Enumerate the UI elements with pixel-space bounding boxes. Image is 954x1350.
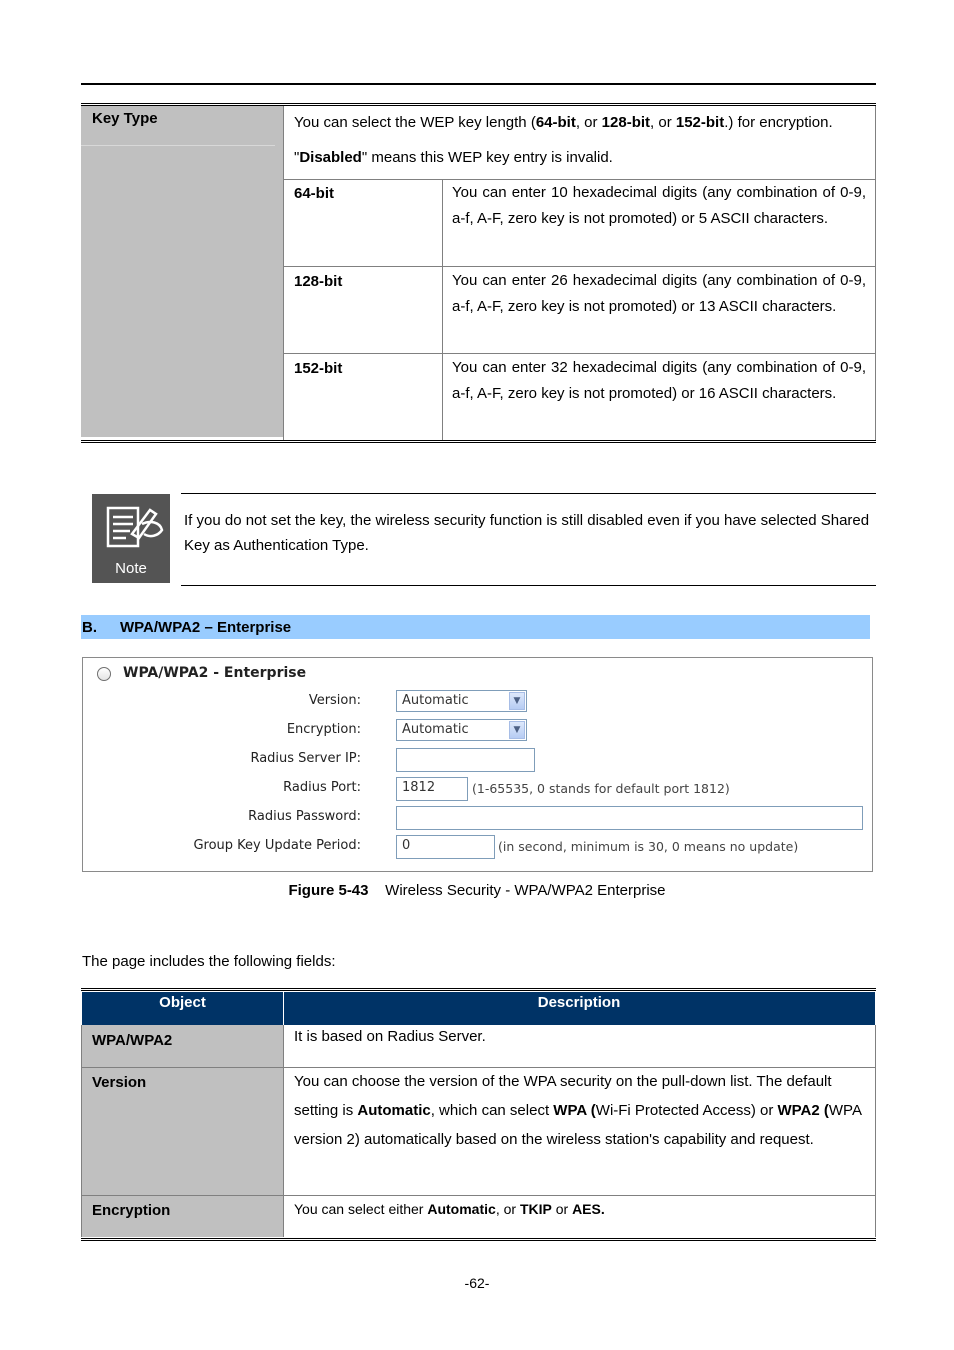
wpa-enterprise-radio[interactable] [97,667,111,681]
encryption-label: Encryption: [286,722,361,737]
intro-text: The page includes the following fields: [82,953,336,970]
chevron-down-icon: ▼ [509,721,525,739]
encryption-select-value: Automatic [402,722,469,737]
key-row-name: 64-bit [294,185,335,202]
chevron-down-icon: ▼ [509,692,525,710]
group-key-input[interactable]: 0 [396,835,495,859]
desc-encryption: You can select either Automatic, or TKIP or AES. [294,1201,605,1217]
table-border [875,1025,876,1237]
key-row-desc: You can enter 10 hexadecimal digits (any combination of 0-9, a-f, A-F, zero key is not promoted) or 5 ASCII characters. [452,184,866,227]
wpa-enterprise-title: WPA/WPA2 - Enterprise [123,665,307,681]
version-label: Version: [308,693,361,708]
section-title: WPA/WPA2 – Enterprise [120,619,292,636]
header-divider [283,992,284,1025]
key-type-label: Key Type [92,110,158,127]
radius-password-label: Radius Password: [248,809,361,824]
note-icon-label: Note [115,560,147,577]
key-row-desc: You can enter 26 hexadecimal digits (any combination of 0-9, a-f, A-F, zero key is not promoted) or 13 ASCII characters. [452,272,866,315]
key-row-name: 152-bit [294,360,343,377]
radius-password-input[interactable] [396,806,863,830]
table-border [81,1025,82,1237]
desc-version: You can choose the version of the WPA security on the pull-down list. The default setting is Automatic, which can select WPA (Wi-Fi Protected Access) or WPA2 (WPA version 2) automatically based on the wireless station's capability and request. [294,1073,862,1148]
note-icon [92,494,170,583]
group-key-hint: (in second, minimum is 30, 0 means no update) [498,839,799,854]
radius-port-label: Radius Port: [283,780,361,795]
note-rule [181,493,876,494]
group-key-label: Group Key Update Period: [193,838,361,853]
page-number: -62- [464,1275,490,1291]
key-type-intro-line1: You can select the WEP key length (64-bit, or 128-bit, or 152-bit.) for encryption. [294,114,833,131]
section-letter: B. [82,619,97,636]
encryption-select[interactable] [396,719,527,741]
version-select[interactable] [396,690,527,712]
row-divider [283,353,876,354]
key-row-name: 128-bit [294,273,343,290]
header-description: Description [537,994,621,1011]
radius-port-hint: (1-65535, 0 stands for default port 1812) [472,781,730,796]
note-rule [181,585,876,586]
row-divider [283,266,876,267]
key-row-desc: You can enter 32 hexadecimal digits (any combination of 0-9, a-f, A-F, zero key is not promoted) or 16 ASCII characters. [452,359,866,402]
note-text: If you do not set the key, the wireless security function is still disabled even if you have selected Shared Key as Authentication Type. [184,512,870,554]
radius-ip-label: Radius Server IP: [250,751,361,766]
column-divider [283,1025,284,1237]
desc-wpa: It is based on Radius Server. [294,1028,486,1045]
object-version: Version [92,1074,147,1091]
object-wpa: WPA/WPA2 [92,1032,173,1049]
key-type-label-cell [81,106,283,437]
figure-caption: Figure 5-43 Wireless Security - WPA/WPA2 Enterprise [288,882,666,899]
radius-port-input[interactable]: 1812 [396,777,468,801]
object-encryption: Encryption [92,1202,171,1219]
header-object: Object [159,994,206,1011]
column-divider [442,179,443,440]
version-select-value: Automatic [402,693,469,708]
key-type-intro-line2: "Disabled" means this WEP key entry is invalid. [294,149,613,166]
radius-ip-input[interactable] [396,748,535,772]
header-rule [81,83,876,85]
